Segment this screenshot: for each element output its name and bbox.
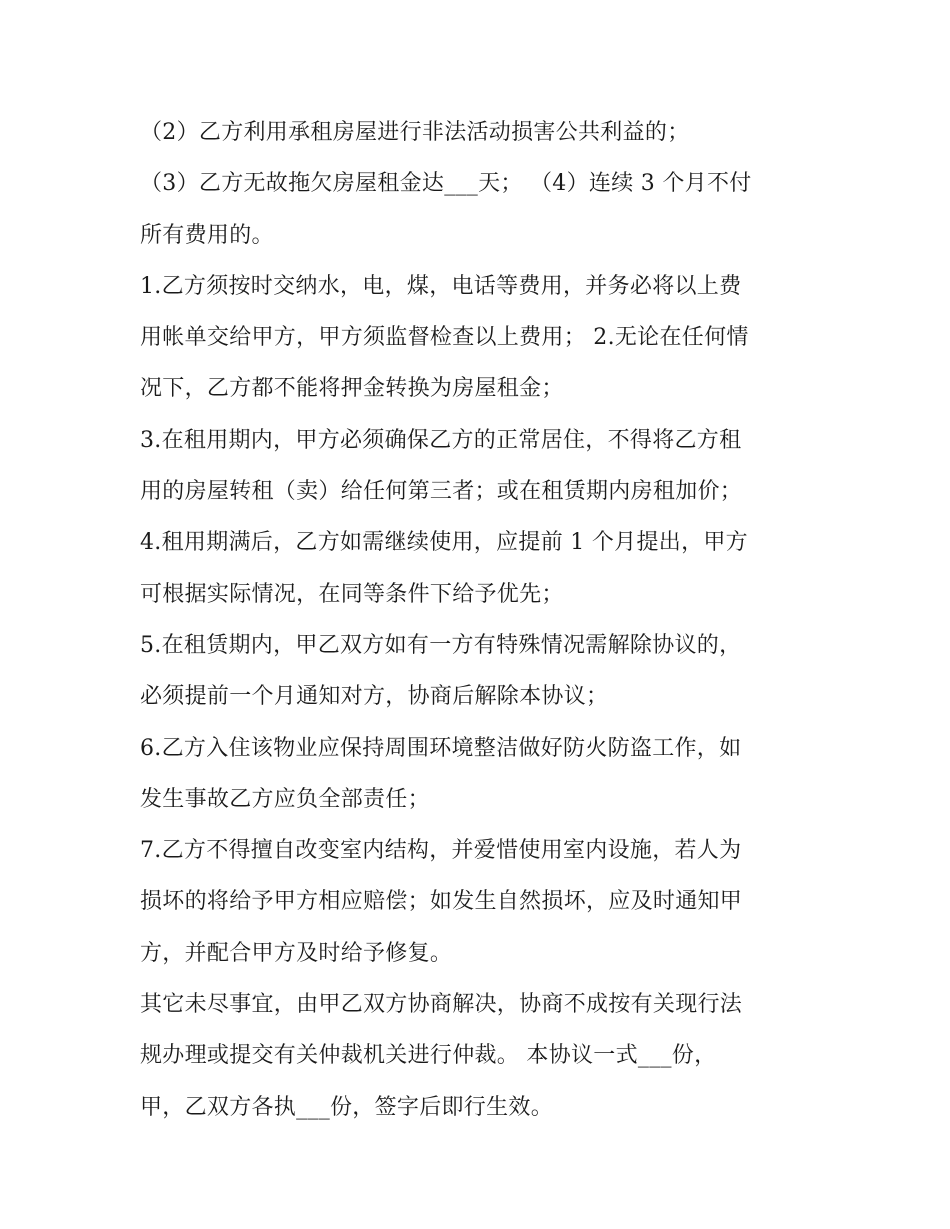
text-line: 用帐单交给甲方，甲方须监督检查以上费用； 2.无论在任何情 xyxy=(140,325,749,351)
text-line: 其它未尽事宜，由甲乙双方协商解决，协商不成按有关现行法 xyxy=(140,992,743,1018)
text-line: 规办理或提交有关仲裁机关进行仲裁。 本协议一式___份， xyxy=(140,1043,717,1069)
text-line: 可根据实际情况，在同等条件下给予优先； xyxy=(140,581,564,607)
text-line: 发生事故乙方应负全部责任； xyxy=(140,786,430,812)
text-line: 4.租用期满后，乙方如需继续使用，应提前 1 个月提出，甲方 xyxy=(140,530,748,556)
text-line: 必须提前一个月通知对方，协商后解除本协议； xyxy=(140,684,609,710)
text-line: 7.乙方不得擅自改变室内结构，并爱惜使用室内设施，若人为 xyxy=(140,838,742,864)
text-line: 用的房屋转租（卖）给任何第三者；或在租赁期内房租加价； xyxy=(140,479,743,505)
text-line: 甲，乙双方各执___份，签字后即行生效。 xyxy=(140,1094,554,1120)
text-line: 所有费用的。 xyxy=(140,222,274,248)
text-line: 3.在租用期内，甲方必须确保乙方的正常居住，不得将乙方租 xyxy=(140,427,742,453)
document-body xyxy=(140,107,830,1133)
text-line: （2）乙方利用承租房屋进行非法活动损害公共利益的； xyxy=(140,120,690,145)
text-line: 方，并配合甲方及时给予修复。 xyxy=(140,940,453,966)
text-line: 5.在租赁期内，甲乙双方如有一方有特殊情况需解除协议的， xyxy=(140,632,742,658)
text-line: 况下，乙方都不能将押金转换为房屋租金； xyxy=(140,376,564,402)
text-line: 损坏的将给予甲方相应赔偿；如发生自然损坏，应及时通知甲 xyxy=(140,889,743,915)
text-line: 6.乙方入住该物业应保持周围环境整洁做好防火防盗工作，如 xyxy=(140,735,742,761)
text-line: 1.乙方须按时交纳水，电，煤，电话等费用，并务必将以上费 xyxy=(140,273,742,299)
text-line: （3）乙方无故拖欠房屋租金达___天； （4）连续 3 个月不付 xyxy=(140,171,752,197)
